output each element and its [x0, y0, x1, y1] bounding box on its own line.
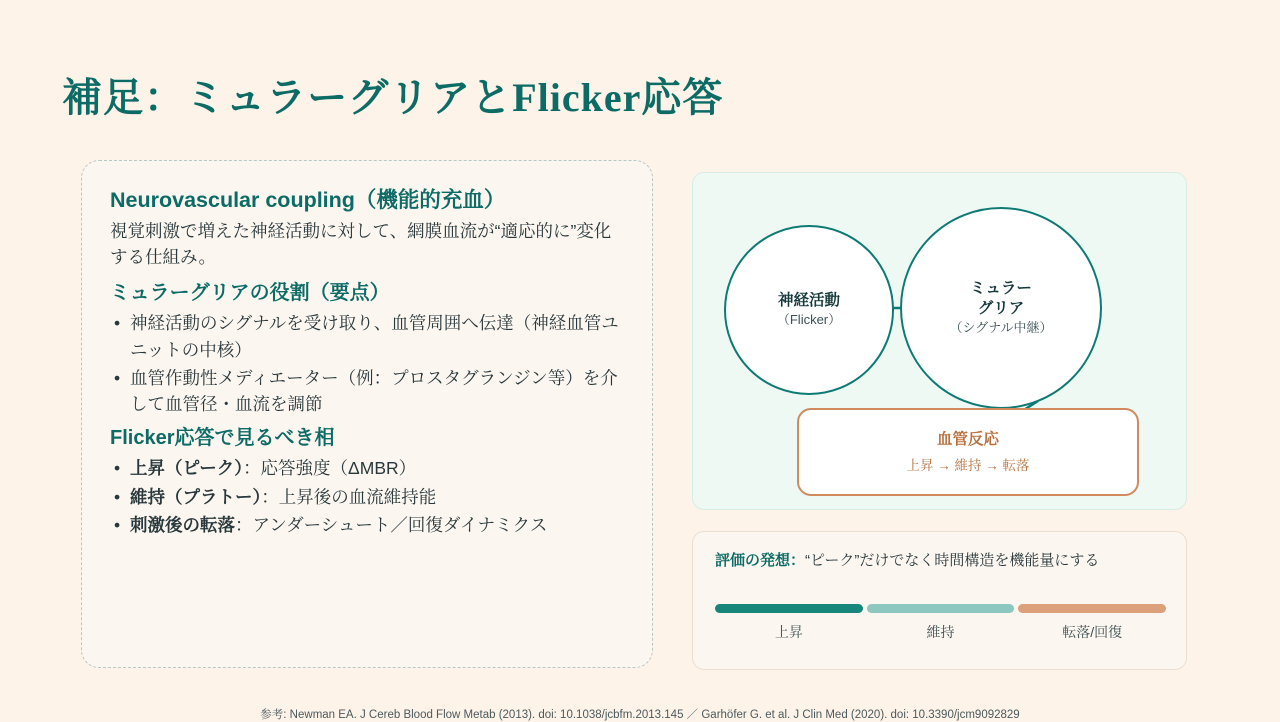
list-item: • 血管作動性メディエーター（例：プロスタグランジン等）を介して血管径・血流を調節: [110, 365, 624, 418]
node-muller-glia-subtitle: （シグナル中継）: [949, 319, 1053, 335]
node-vascular-response: [797, 408, 1139, 496]
list-item-label: 上昇（ピーク）: [130, 458, 244, 479]
section-heading-flicker-phases: Flicker応答で見るべき相: [110, 427, 335, 450]
evaluation-idea-body: “ピーク”だけでなく時間構造を機能量にする: [805, 552, 1100, 569]
flow-diagram-card: [692, 172, 1187, 510]
muller-role-list: [110, 310, 624, 417]
node-vascular-response-subtitle: 上昇 → 維持 → 転落: [906, 458, 1030, 474]
list-item: [110, 512, 624, 538]
list-item-text: ：アンダーシュート／回復ダイナミクス: [235, 514, 548, 535]
section-heading-muller-role: ミュラーグリアの役割（要点）: [110, 282, 390, 305]
left-text-panel: [81, 160, 653, 668]
page-title: 補足：ミュラーグリアとFlicker応答: [62, 75, 724, 120]
list-item-label: 刺激後の転落: [130, 514, 235, 535]
node-neural-activity: [724, 225, 894, 395]
phase-bar-row: [715, 604, 1166, 613]
node-vascular-response-title: 血管反応: [936, 430, 999, 448]
node-muller-glia-title-line2: グリア: [977, 299, 1025, 317]
list-item: • 神経活動のシグナルを受け取り、血管周囲へ伝達（神経血管ユニットの中核）: [110, 310, 624, 363]
evaluation-idea-card: [692, 531, 1187, 670]
node-neural-activity-subtitle: （Flicker）: [776, 312, 842, 328]
list-item: [110, 455, 624, 481]
list-item-text: ：応答強度（ΔMBR）: [243, 458, 417, 479]
evaluation-idea-text: [715, 550, 1164, 572]
reference-footer: 参考: Newman EA. J Cereb Blood Flow Metab (2013). doi: 10.1038/jcbfm.2013.145 ／ Garhöfer G. et al. J Clin Med (2020). doi: 10.3390/jcm9092829: [260, 709, 1020, 721]
node-neural-activity-title: 神経活動: [777, 291, 840, 309]
node-muller-glia-title-line1: ミュラー: [970, 280, 1032, 298]
phase-label-plateau: 維持: [926, 624, 955, 640]
phase-bar-rise: [715, 604, 863, 613]
node-muller-glia: [900, 207, 1102, 409]
phase-bar-recovery: [1018, 604, 1166, 613]
phase-bar-plateau: [867, 604, 1015, 613]
evaluation-idea-label: 評価の発想：: [715, 552, 806, 569]
flicker-phase-list: [110, 455, 624, 538]
section-body-neurovascular-coupling: 視覚刺激で増えた神経活動に対して、網膜血流が“適応的に”変化する仕組み。: [110, 220, 612, 268]
phase-label-recovery: 転落/回復: [1062, 624, 1123, 640]
section-heading-neurovascular-coupling: Neurovascular coupling（機能的充血）: [110, 188, 506, 212]
list-item: [110, 484, 624, 510]
list-item-text: ：上昇後の血流維持能: [261, 486, 437, 507]
phase-bar-labels: [715, 622, 1166, 642]
list-item-label: 維持（プラトー）: [130, 486, 262, 507]
phase-label-rise: 上昇: [774, 624, 803, 640]
